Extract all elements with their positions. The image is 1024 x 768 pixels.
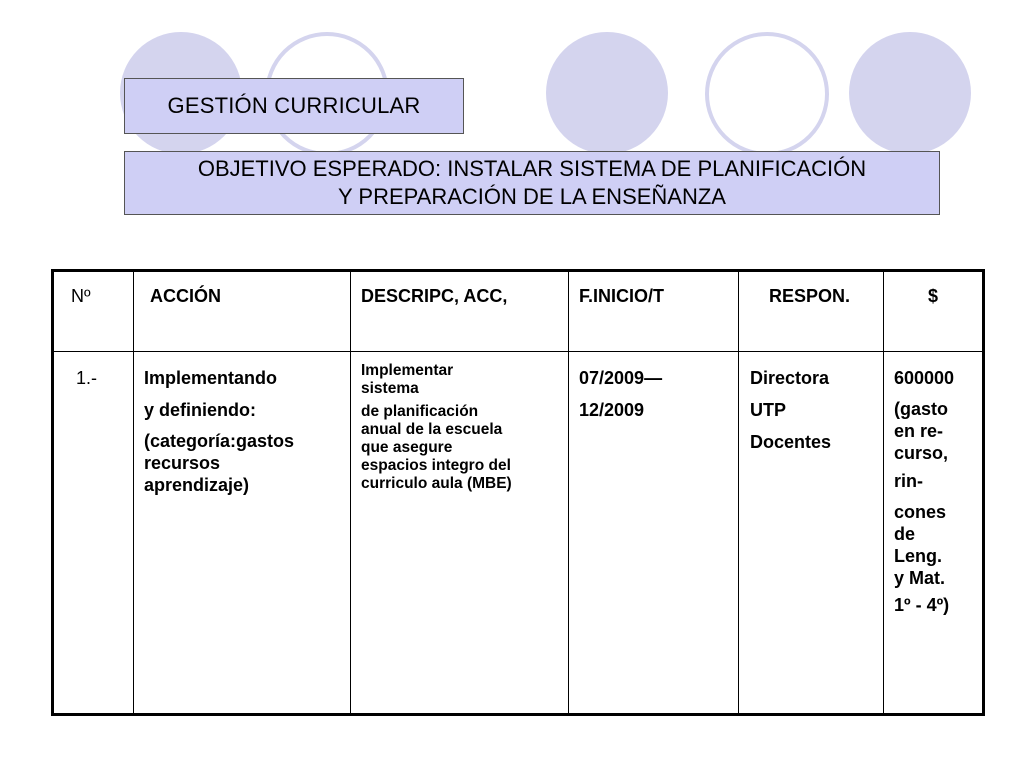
table-row [53, 352, 984, 715]
descripcion-line: sistema [361, 380, 419, 397]
descripcion-line: espacios integro del [361, 457, 511, 474]
accion-line: Implementando [144, 368, 278, 388]
header-accion [134, 271, 351, 352]
row-fecha [569, 352, 739, 715]
row-num-text: 1.- [76, 368, 98, 388]
costo-line: 1º - 4º) [894, 595, 950, 615]
row-descripcion [351, 352, 569, 715]
costo-line: de [894, 524, 916, 544]
row-accion [134, 352, 351, 715]
costo-line: 600000 [894, 368, 955, 388]
accion-line: recursos [144, 453, 221, 473]
accion-line: (categoría:gastos [144, 431, 295, 451]
row-num [53, 352, 134, 715]
descripcion-line: Implementar [361, 362, 454, 379]
header-num [53, 271, 134, 352]
descripcion-line: de planificación [361, 403, 479, 420]
decorative-circle [546, 32, 668, 154]
costo-line: (gasto [894, 399, 948, 419]
fecha-line: 07/2009— [579, 368, 663, 388]
fecha-line: 12/2009 [579, 400, 645, 420]
costo-line: en re- [894, 421, 944, 441]
descripcion-line: curriculo aula (MBE) [361, 475, 512, 492]
responsable-line: Docentes [750, 432, 832, 452]
header-responsable [739, 271, 884, 352]
objective-box [124, 151, 940, 215]
row-responsable [739, 352, 884, 715]
header-accion-text: ACCIÓN [150, 286, 221, 306]
descripcion-line: que asegure [361, 439, 453, 456]
header-descripcion-text: DESCRIPC, ACC, [361, 286, 508, 306]
responsable-line: UTP [750, 400, 786, 420]
header-fecha [569, 271, 739, 352]
responsable-line: Directora [750, 368, 830, 388]
table-header-row [53, 271, 984, 352]
row-costo [884, 352, 984, 715]
header-costo-text: $ [927, 286, 938, 306]
costo-line: cones [894, 502, 947, 522]
slide-title [124, 78, 464, 134]
costo-line: y Mat. [894, 568, 946, 588]
decorative-ring [705, 32, 829, 156]
descripcion-line: anual de la escuela [361, 421, 503, 438]
costo-line: curso, [894, 443, 949, 463]
decorative-circle [849, 32, 971, 154]
objective-line-2: Y PREPARACIÓN DE LA ENSEÑANZA [338, 184, 726, 209]
accion-line: y definiendo: [144, 400, 256, 420]
objective-line-1: OBJETIVO ESPERADO: INSTALAR SISTEMA DE PLANIFICACIÓN [197, 156, 867, 181]
header-responsable-text: RESPON. [769, 286, 851, 306]
header-costo [884, 271, 984, 352]
header-fecha-text: F.INICIO/T [579, 286, 664, 306]
action-plan-table [51, 269, 985, 716]
slide-title-text: GESTIÓN CURRICULAR [167, 93, 421, 118]
accion-line: aprendizaje) [144, 475, 250, 495]
header-descripcion [351, 271, 569, 352]
costo-line: Leng. [894, 546, 942, 566]
header-num-text: Nº [71, 286, 91, 306]
costo-line: rin- [894, 471, 923, 491]
